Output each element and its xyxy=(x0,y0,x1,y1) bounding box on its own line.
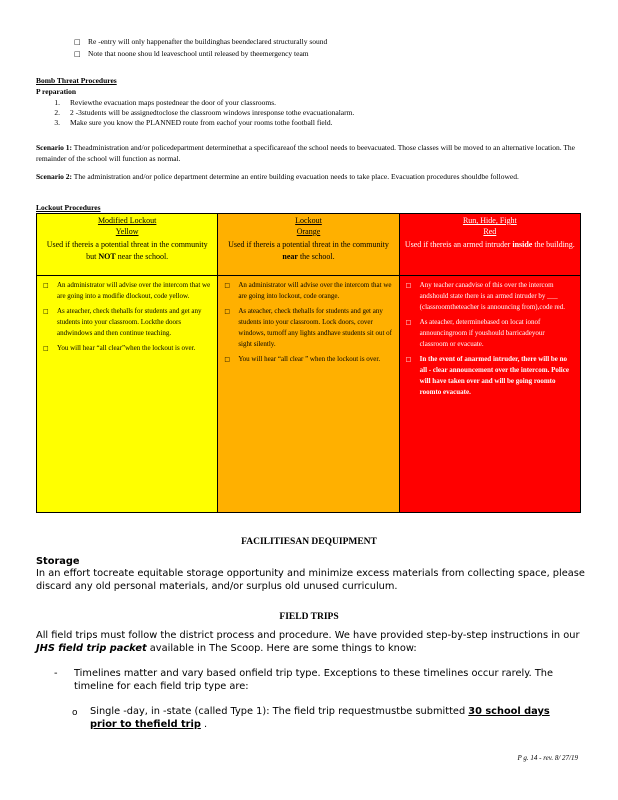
column-description xyxy=(41,239,213,263)
scenario-text: Theadministration and/or policedepartment determinethat a specificareaof the school needs to beevacuated. Those classes will be moved to an alternative location. The remainder of the school will function as normal. xyxy=(36,143,576,163)
orange-header-cell xyxy=(218,214,399,276)
column-title: Lockout xyxy=(295,216,322,225)
lockout-table xyxy=(36,213,581,513)
list-item xyxy=(36,108,556,118)
scenario-2 xyxy=(36,171,576,182)
red-header-cell xyxy=(399,214,580,276)
list-item xyxy=(43,306,211,339)
bullet-text: Re -entry will only happenafter the buildinghas beendeclared structurally sound xyxy=(88,37,328,46)
type1-text-part: . xyxy=(200,718,208,730)
type1-text-part: Single -day, in -state (called Type 1): The field trip requestmustbe submitted xyxy=(90,706,469,717)
deadline-text: 30 school days prior to thefield trip xyxy=(90,706,550,730)
column-title: Modified Lockout xyxy=(97,216,157,225)
column-color-name: Yellow xyxy=(115,227,139,236)
list-item xyxy=(36,118,556,128)
square-bullet-icon: □ xyxy=(43,308,49,315)
circle-bullet-icon: o xyxy=(72,708,78,718)
desc-text: Used if thereis a potential threat in the community xyxy=(228,240,389,249)
timeline-item xyxy=(54,668,554,693)
preparation-list xyxy=(36,98,556,128)
desc-emphasis: near xyxy=(282,252,298,261)
item-text: An administrator will advise over the intercom that we are going into lockout, code orange. xyxy=(238,281,392,300)
packet-name: JHS field trip packet xyxy=(36,642,147,654)
square-bullet-icon: □ xyxy=(405,356,412,363)
list-item xyxy=(224,354,392,365)
item-text: You will hear “all clear”when the lockout is over. xyxy=(57,344,196,352)
dash-bullet-icon: - xyxy=(54,668,58,679)
column-description xyxy=(404,239,576,251)
timeline-text: Timelines matter and vary based onfield trip type. Exceptions to these timelines occur rarely. The timeline for each field trip type are: xyxy=(74,668,554,692)
item-text: As ateacher, determinebased on locat ionof announcingroom if youshould barricadeyour classroom or evacuate. xyxy=(419,318,545,348)
column-color-name: Orange xyxy=(296,227,321,236)
square-bullet-icon: □ xyxy=(74,50,81,58)
desc-text: Used if thereis a potential threat in the community but xyxy=(46,240,208,261)
orange-body-cell xyxy=(218,276,399,513)
desc-text: near the school. xyxy=(115,252,169,261)
preparation-heading: P reparation xyxy=(36,87,77,96)
item-text: An administrator will advise over the intercom that we are going into a modifie dlockout, code yellow. xyxy=(57,281,211,300)
square-bullet-icon: □ xyxy=(405,319,412,326)
desc-text: the building. xyxy=(532,240,575,249)
desc-text: the school. xyxy=(297,252,335,261)
item-text: As ateacher, check thehalls for students and get any students into your classroom. Lock doors, cover windows, turnoff any lights andhave students sit out of sight silently. xyxy=(238,307,392,348)
field-trips-intro xyxy=(36,630,586,655)
item-text: As ateacher, check thehalls for students and get any students into your classroom. Lockthe doors andwindows and then continue teaching. xyxy=(57,307,202,337)
square-bullet-icon: □ xyxy=(224,356,230,363)
yellow-header-cell xyxy=(37,214,218,276)
list-item xyxy=(224,280,392,302)
square-bullet-icon: □ xyxy=(224,282,230,289)
item-text: You will hear “all clear ” when the lockout is over. xyxy=(238,355,381,363)
bullet-text: Note that noone shou ld leaveschool until released by theemergency team xyxy=(88,49,309,58)
list-item xyxy=(405,317,574,350)
list-text: Make sure you know the PLANNED route from eachof your rooms tothe football field. xyxy=(70,118,333,127)
scenario-text: The administration and/or police department determine an entire building evacuation needs to take place. Evacuation procedures shouldbe followed. xyxy=(73,172,519,181)
intro-text: available in The Scoop. Here are some things to know: xyxy=(146,642,417,654)
scenario-label: Scenario 1: xyxy=(36,143,73,152)
lockout-heading: Lockout Procedures xyxy=(36,203,101,212)
desc-emphasis: inside xyxy=(512,240,533,249)
desc-emphasis: NOT xyxy=(98,252,116,261)
type1-text xyxy=(90,706,552,731)
scenario-1 xyxy=(36,142,576,164)
square-bullet-icon: □ xyxy=(405,282,412,289)
list-item xyxy=(36,98,556,108)
list-item xyxy=(43,280,211,302)
yellow-body-cell xyxy=(37,276,218,513)
desc-text: Used if thereis an armed intruder xyxy=(404,240,513,249)
bullet-item xyxy=(74,37,544,47)
field-trips-heading: FIELD TRIPS xyxy=(279,612,339,622)
square-bullet-icon: □ xyxy=(43,282,49,289)
square-bullet-icon: □ xyxy=(74,38,81,46)
square-bullet-icon: □ xyxy=(43,345,49,352)
page-footer: P g. 14 - rev. 8/ 27/19 xyxy=(517,754,578,762)
list-number: 1. xyxy=(54,98,60,107)
intro-text: All field trips must follow the district process and procedure. We have provided step-by-step instructions in our xyxy=(36,630,580,641)
red-body-cell xyxy=(399,276,580,513)
list-item xyxy=(43,343,211,354)
column-color-name: Red xyxy=(483,227,497,236)
facilities-heading: FACILITIESAN DEQUIPMENT xyxy=(241,537,377,547)
list-item xyxy=(224,306,392,350)
list-number: 3. xyxy=(54,118,60,127)
column-description xyxy=(222,239,394,263)
column-title: Run, Hide, Fight xyxy=(462,216,517,225)
item-text: In the event of anarmed intruder, there will be no all - clear announcement over the intercom. Police will have taken over and will be going roomto roomto evacuate. xyxy=(419,355,569,396)
storage-paragraph: In an effort tocreate equitable storage opportunity and minimize excess materials from collecting space, please discard any old personal materials, and/or surplus old unused curriculum. xyxy=(36,568,585,592)
square-bullet-icon: □ xyxy=(224,308,230,315)
bomb-threat-heading: Bomb Threat Procedures xyxy=(36,76,117,85)
bullet-item xyxy=(74,49,544,59)
reentry-bullets xyxy=(74,37,544,61)
list-number: 2. xyxy=(54,108,60,117)
storage-heading: Storage xyxy=(36,556,80,567)
scenario-label: Scenario 2: xyxy=(36,172,73,181)
list-item xyxy=(405,354,574,398)
list-text: 2 -3students will be assignedtoclose the classroom windows inresponse tothe evacuationalarm. xyxy=(70,108,355,117)
list-text: Reviewthe evacuation maps postednear the door of your classrooms. xyxy=(70,98,276,107)
list-item xyxy=(405,280,574,313)
type1-item xyxy=(72,706,552,731)
item-text: Any teacher canadvise of this over the intercom andshould state there is an armed intruder by ___ (classroomtheteacher is announcing from),code red. xyxy=(419,281,566,311)
